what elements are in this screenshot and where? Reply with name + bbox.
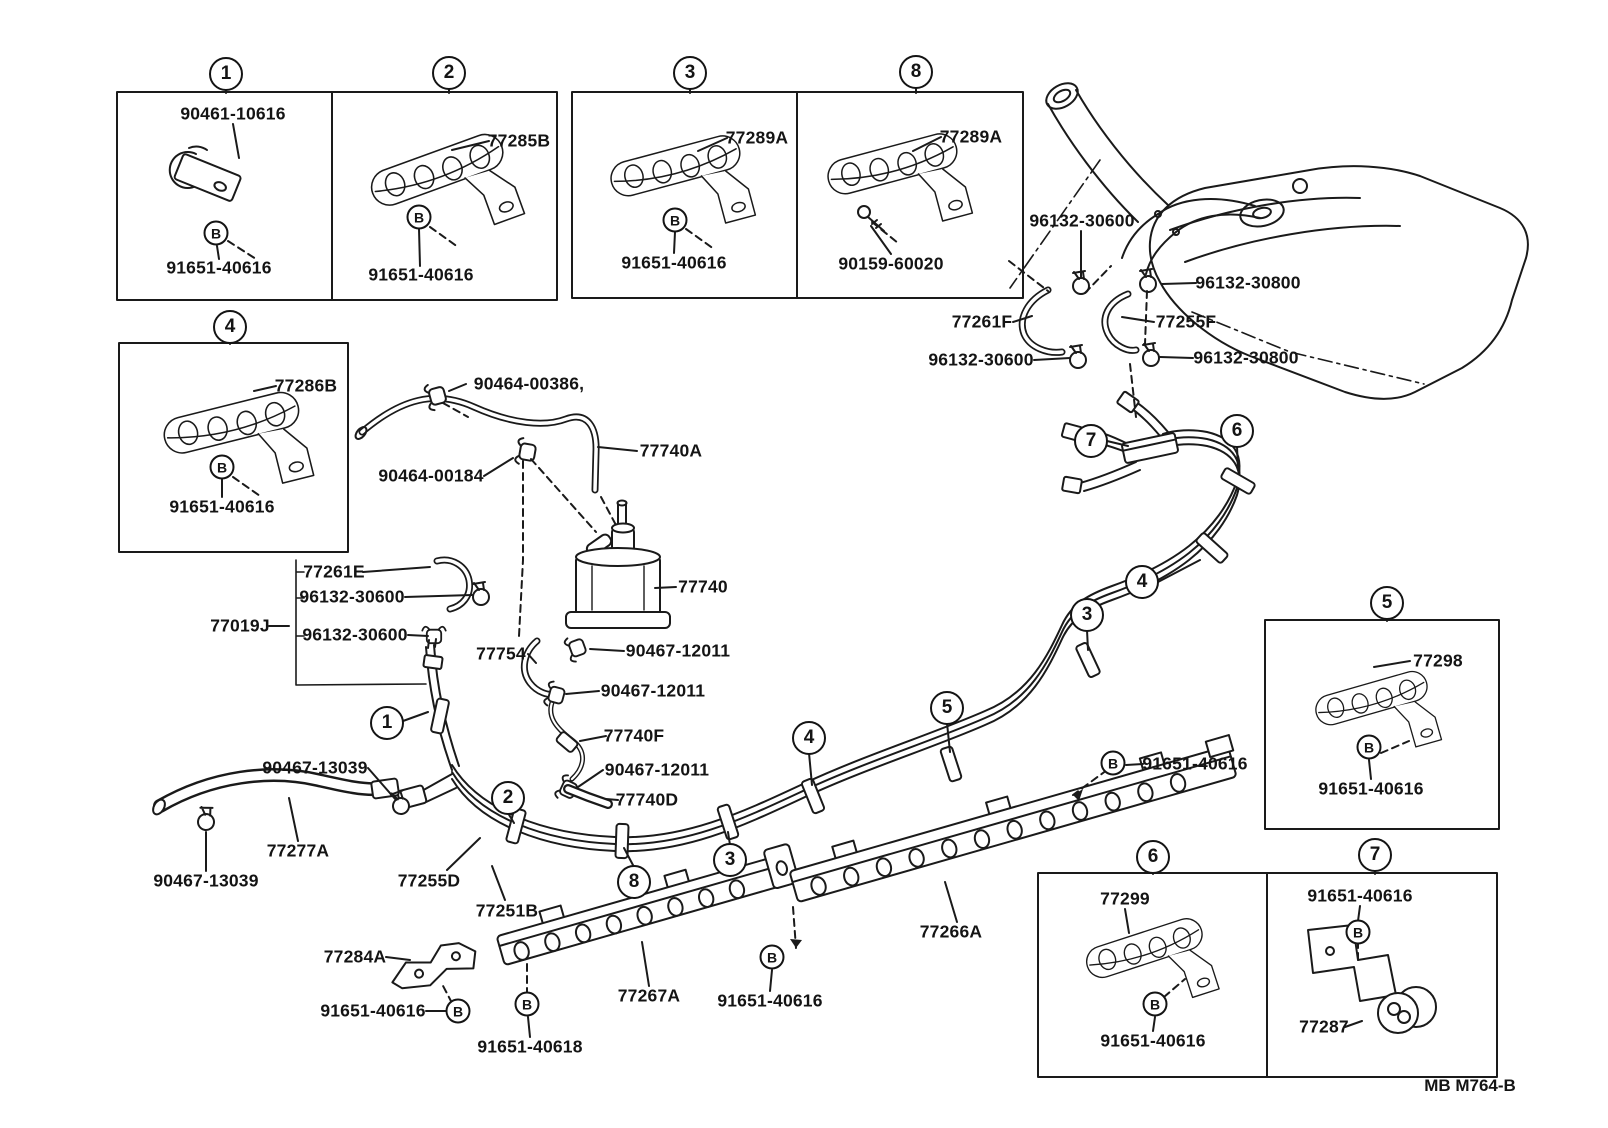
part-number-label: 77266A	[919, 921, 983, 942]
part-number-label: 91651-40616	[1142, 753, 1248, 774]
part-number-label: 91651-40616	[717, 990, 823, 1011]
callout-number: 6	[1136, 840, 1170, 874]
bolt-reference-marker: B	[1143, 992, 1168, 1017]
callout-number: 8	[617, 865, 651, 899]
bolt-reference-marker: B	[210, 455, 235, 480]
bolt-reference-marker: B	[446, 999, 471, 1024]
part-number-label: 91651-40616	[169, 496, 275, 517]
callout-number: 3	[673, 56, 707, 90]
part-number-label: 90461-10616	[180, 103, 286, 124]
part-number-label: 90467-12011	[625, 640, 731, 661]
part-number-label: 90467-12011	[600, 680, 706, 701]
part-number-label: 77267A	[617, 985, 681, 1006]
part-number-label: 96132-30800	[1193, 347, 1299, 368]
callout-number: 7	[1358, 838, 1392, 872]
part-number-label: 91651-40616	[1318, 778, 1424, 799]
bolt-reference-marker: B	[1346, 920, 1371, 945]
part-number-label: 77740A	[639, 440, 703, 461]
part-number-label: 91651-40616	[320, 1000, 426, 1021]
part-number-label: 96132-30600	[299, 586, 405, 607]
callout-number: 6	[1220, 414, 1254, 448]
part-number-label: 90467-13039	[262, 757, 368, 778]
part-number-label: 77740D	[615, 789, 679, 810]
part-number-label: 77285B	[487, 130, 551, 151]
part-number-label: 77261E	[303, 561, 365, 582]
part-number-label: 77298	[1413, 650, 1463, 671]
part-number-label: 90464-00386,	[473, 373, 585, 394]
part-number-label: 77019J	[210, 615, 270, 636]
part-number-label: 91651-40616	[1307, 885, 1413, 906]
callout-number: 5	[1370, 586, 1404, 620]
part-number-label: 77299	[1100, 888, 1150, 909]
callout-number: 3	[1070, 598, 1104, 632]
part-number-label: 77284A	[323, 946, 387, 967]
part-number-label: 77255F	[1155, 311, 1217, 332]
part-number-label: 77277A	[266, 840, 330, 861]
callout-number: 2	[491, 781, 525, 815]
part-number-label: 77289A	[939, 126, 1003, 147]
part-number-label: 91651-40616	[621, 252, 727, 273]
callout-number: 4	[792, 721, 826, 755]
part-number-label: 77251B	[475, 900, 539, 921]
part-number-label: 91651-40616	[1100, 1030, 1206, 1051]
part-number-label: 91651-40616	[368, 264, 474, 285]
part-number-label: 77261F	[951, 311, 1013, 332]
bolt-reference-marker: B	[760, 945, 785, 970]
part-number-label: 96132-30600	[302, 624, 408, 645]
callout-number: 5	[930, 691, 964, 725]
part-number-label: 77740F	[603, 725, 665, 746]
part-number-label: 90467-12011	[604, 759, 710, 780]
bolt-reference-marker: B	[515, 992, 540, 1017]
callout-number: 4	[213, 310, 247, 344]
part-number-label: 77286B	[274, 375, 338, 396]
callout-number: 3	[713, 843, 747, 877]
figure-code: MB M764-B	[1424, 1076, 1516, 1095]
part-number-label: 91651-40616	[166, 257, 272, 278]
part-number-label: 77287	[1299, 1016, 1349, 1037]
part-number-label: 90464-00184	[378, 465, 484, 486]
callout-number: 4	[1125, 565, 1159, 599]
part-number-label: 77740	[678, 576, 728, 597]
part-number-label: 96132-30800	[1195, 272, 1301, 293]
part-number-label: 77289A	[725, 127, 789, 148]
bolt-reference-marker: B	[204, 221, 229, 246]
part-number-label: 96132-30600	[928, 349, 1034, 370]
callout-number: 1	[370, 706, 404, 740]
bolt-reference-marker: B	[1357, 735, 1382, 760]
callout-number: 8	[899, 55, 933, 89]
part-number-label: 96132-30600	[1029, 210, 1135, 231]
bolt-reference-marker: B	[407, 205, 432, 230]
bolt-reference-marker: B	[1101, 751, 1126, 776]
callout-number: 1	[209, 57, 243, 91]
part-number-label: 77754	[476, 643, 526, 664]
part-number-label: 91651-40618	[477, 1036, 583, 1057]
bolt-reference-marker: B	[663, 208, 688, 233]
part-number-label: 90159-60020	[838, 253, 944, 274]
callout-number: 7	[1074, 424, 1108, 458]
callout-number: 2	[432, 56, 466, 90]
part-number-label: 90467-13039	[153, 870, 259, 891]
part-number-label: 77255D	[397, 870, 461, 891]
